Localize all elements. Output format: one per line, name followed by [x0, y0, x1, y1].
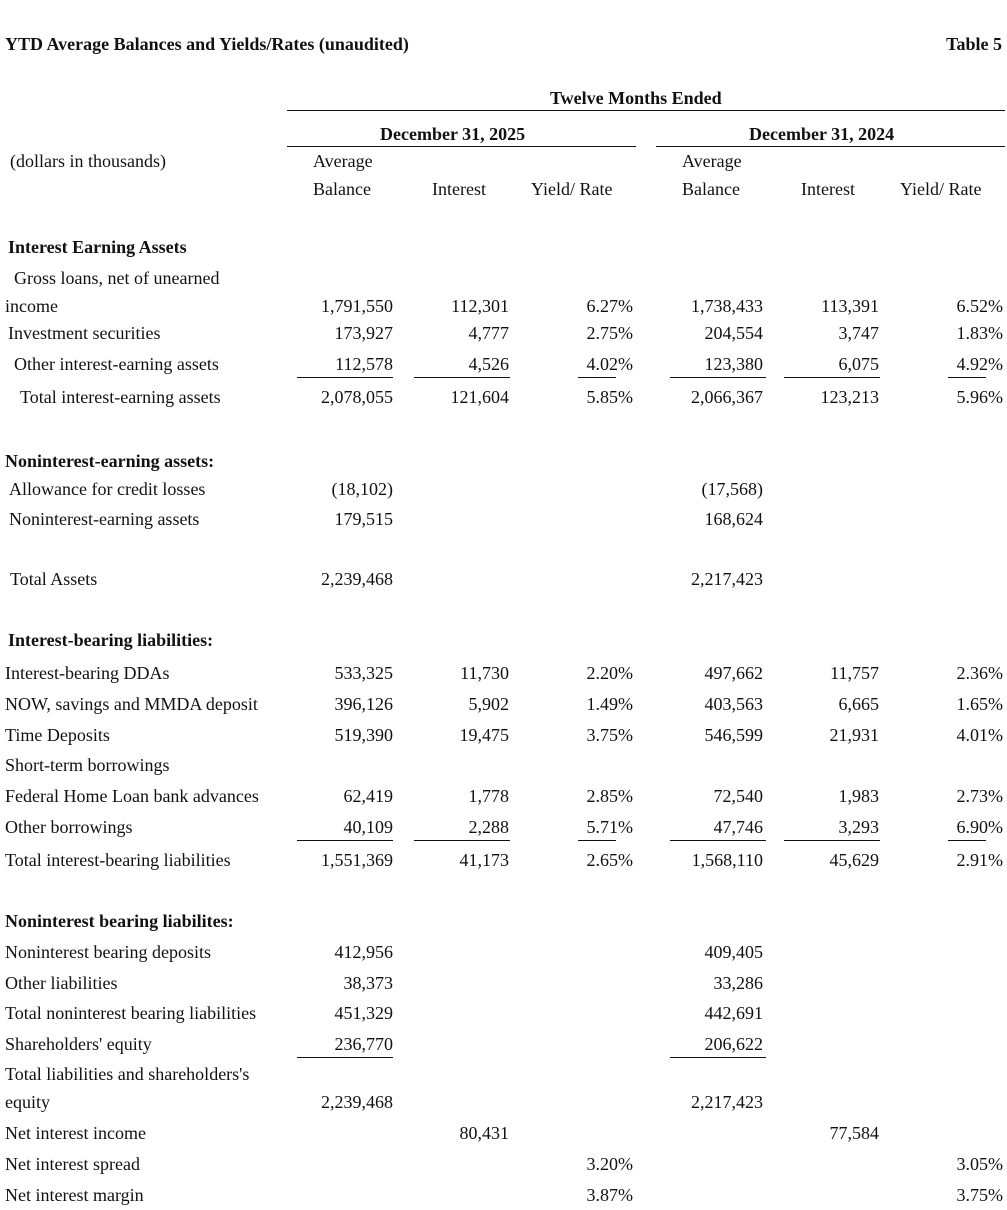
table-cell: 121,604 — [450, 387, 509, 407]
col-yield-rate: Yield/ Rate — [531, 179, 613, 199]
period-1-header: December 31, 2025 — [380, 124, 526, 144]
row-label: Noninterest bearing deposits — [5, 942, 211, 962]
row-label: Shareholders' equity — [5, 1034, 152, 1054]
page-title: YTD Average Balances and Yields/Rates (unaudited) — [5, 34, 409, 54]
period-1-rule — [287, 146, 636, 147]
table-cell: 4.01% — [956, 725, 1003, 745]
table-cell: (17,568) — [701, 479, 763, 499]
table-cell: 1,983 — [838, 786, 879, 806]
table-cell: 1.65% — [956, 694, 1003, 714]
subtotal-rule — [948, 840, 986, 841]
col-interest: Interest — [801, 179, 855, 199]
table-cell: 2,066,367 — [691, 387, 763, 407]
row-label: Time Deposits — [5, 725, 110, 745]
table-cell: 1,568,110 — [691, 850, 763, 870]
table-cell: 112,578 — [335, 354, 393, 374]
table-cell: 112,301 — [451, 296, 509, 316]
table-cell: 1,551,369 — [321, 850, 393, 870]
table-cell: 33,286 — [713, 973, 763, 993]
subtotal-rule — [414, 840, 510, 841]
col-avg-balance-line2: Balance — [682, 179, 740, 199]
table-cell: 6.27% — [586, 296, 633, 316]
subtotal-rule — [578, 377, 616, 378]
table-cell: 6,075 — [838, 354, 879, 374]
period-header-rule — [287, 110, 1005, 111]
table-cell: 412,956 — [334, 942, 393, 962]
units-note: (dollars in thousands) — [10, 151, 166, 171]
row-label: NOW, savings and MMDA deposit — [5, 694, 258, 714]
subtotal-rule — [414, 377, 510, 378]
table-cell: 123,213 — [820, 387, 879, 407]
subtotal-rule — [670, 377, 766, 378]
col-yield-rate: Yield/ Rate — [900, 179, 982, 199]
table-cell: 45,629 — [829, 850, 879, 870]
table-cell: 2.75% — [586, 323, 633, 343]
table-cell: 497,662 — [704, 663, 763, 683]
table-cell: 451,329 — [334, 1003, 393, 1023]
table-cell: 62,419 — [343, 786, 393, 806]
table-cell: 1,738,433 — [691, 296, 763, 316]
period-header: Twelve Months Ended — [550, 88, 722, 108]
table-cell: 21,931 — [829, 725, 879, 745]
table-cell: 1,791,550 — [321, 296, 393, 316]
table-cell: 3.20% — [586, 1154, 633, 1174]
period-2-rule — [656, 146, 1005, 147]
subtotal-rule — [297, 377, 393, 378]
table-cell: 2.91% — [956, 850, 1003, 870]
row-label-continuation: income — [5, 296, 58, 316]
row-label: Interest Earning Assets — [8, 237, 187, 257]
row-label: Total interest-earning assets — [20, 387, 221, 407]
table-cell: 113,391 — [821, 296, 879, 316]
row-label: Gross loans, net of unearned — [14, 268, 220, 288]
table-cell: 2,288 — [468, 817, 509, 837]
table-cell: 11,730 — [460, 663, 509, 683]
table-cell: 2.73% — [956, 786, 1003, 806]
table-cell: 1.49% — [586, 694, 633, 714]
table-cell: 5,902 — [468, 694, 509, 714]
row-label: Other liabilities — [5, 973, 118, 993]
subtotal-rule — [670, 840, 766, 841]
row-label: Noninterest-earning assets: — [5, 451, 215, 471]
table-cell: 204,554 — [704, 323, 763, 343]
table-cell: 396,126 — [334, 694, 393, 714]
table-cell: 2.85% — [586, 786, 633, 806]
table-cell: (18,102) — [331, 479, 393, 499]
col-avg-balance-line1: Average — [313, 151, 373, 171]
table-cell: 3.75% — [586, 725, 633, 745]
table-cell: 11,757 — [830, 663, 879, 683]
table-cell: 546,599 — [704, 725, 763, 745]
row-label: Investment securities — [8, 323, 161, 343]
table-cell: 206,622 — [704, 1034, 763, 1054]
table-cell: 403,563 — [704, 694, 763, 714]
period-2-header: December 31, 2024 — [749, 124, 895, 144]
table-cell: 1.83% — [956, 323, 1003, 343]
row-label: Total Assets — [10, 569, 98, 589]
table-cell: 6.52% — [956, 296, 1003, 316]
table-cell: 519,390 — [334, 725, 393, 745]
table-cell: 5.85% — [586, 387, 633, 407]
table-cell: 41,173 — [459, 850, 509, 870]
table-cell: 77,584 — [829, 1123, 879, 1143]
subtotal-rule — [784, 377, 880, 378]
row-label-continuation: equity — [5, 1092, 50, 1112]
row-label: Federal Home Loan bank advances — [5, 786, 259, 806]
table-cell: 3,747 — [838, 323, 879, 343]
table-cell: 4,777 — [468, 323, 509, 343]
table-cell: 409,405 — [704, 942, 763, 962]
row-label: Other borrowings — [5, 817, 133, 837]
table-cell: 123,380 — [704, 354, 763, 374]
table-number: Table 5 — [946, 34, 1002, 54]
table-cell: 3.75% — [956, 1185, 1003, 1205]
table-cell: 2.20% — [586, 663, 633, 683]
table-cell: 38,373 — [343, 973, 393, 993]
row-label: Net interest spread — [5, 1154, 140, 1174]
table-cell: 4,526 — [468, 354, 509, 374]
row-label: Interest-bearing DDAs — [5, 663, 170, 683]
subtotal-rule — [297, 1057, 393, 1058]
table-cell: 5.71% — [586, 817, 633, 837]
row-label: Total liabilities and shareholders's — [5, 1064, 250, 1084]
table-cell: 2,239,468 — [321, 1092, 393, 1112]
row-label: Net interest margin — [5, 1185, 144, 1205]
subtotal-rule — [578, 840, 616, 841]
table-cell: 3.05% — [956, 1154, 1003, 1174]
subtotal-rule — [670, 1057, 766, 1058]
table-cell: 6.90% — [956, 817, 1003, 837]
table-cell: 442,691 — [704, 1003, 763, 1023]
subtotal-rule — [784, 840, 880, 841]
table-cell: 4.02% — [586, 354, 633, 374]
table-cell: 72,540 — [713, 786, 763, 806]
table-cell: 5.96% — [956, 387, 1003, 407]
table-cell: 168,624 — [704, 509, 763, 529]
row-label: Noninterest-earning assets — [9, 509, 200, 529]
subtotal-rule — [297, 840, 393, 841]
col-avg-balance-line1: Average — [682, 151, 742, 171]
table-cell: 533,325 — [334, 663, 393, 683]
row-label: Interest-bearing liabilities: — [8, 630, 214, 650]
row-label: Allowance for credit losses — [9, 479, 206, 499]
table-cell: 3.87% — [586, 1185, 633, 1205]
table-cell: 173,927 — [334, 323, 393, 343]
table-cell: 80,431 — [459, 1123, 509, 1143]
col-avg-balance-line2: Balance — [313, 179, 371, 199]
table-cell: 2,239,468 — [321, 569, 393, 589]
table-cell: 2.36% — [956, 663, 1003, 683]
table-cell: 6,665 — [838, 694, 879, 714]
row-label: Total interest-bearing liabilities — [5, 850, 231, 870]
table-cell: 40,109 — [343, 817, 393, 837]
table-cell: 236,770 — [334, 1034, 393, 1054]
table-cell: 4.92% — [956, 354, 1003, 374]
table-cell: 2,217,423 — [691, 1092, 763, 1112]
row-label: Noninterest bearing liabilites: — [5, 911, 234, 931]
table-cell: 19,475 — [459, 725, 509, 745]
row-label: Short-term borrowings — [5, 755, 170, 775]
table-cell: 2.65% — [586, 850, 633, 870]
subtotal-rule — [948, 377, 986, 378]
row-label: Other interest-earning assets — [14, 354, 219, 374]
row-label: Total noninterest bearing liabilities — [5, 1003, 257, 1023]
table-cell: 179,515 — [334, 509, 393, 529]
table-cell: 2,217,423 — [691, 569, 763, 589]
table-cell: 2,078,055 — [321, 387, 393, 407]
table-cell: 3,293 — [838, 817, 879, 837]
row-label: Net interest income — [5, 1123, 146, 1143]
table-cell: 47,746 — [713, 817, 763, 837]
table-cell: 1,778 — [468, 786, 509, 806]
col-interest: Interest — [432, 179, 486, 199]
